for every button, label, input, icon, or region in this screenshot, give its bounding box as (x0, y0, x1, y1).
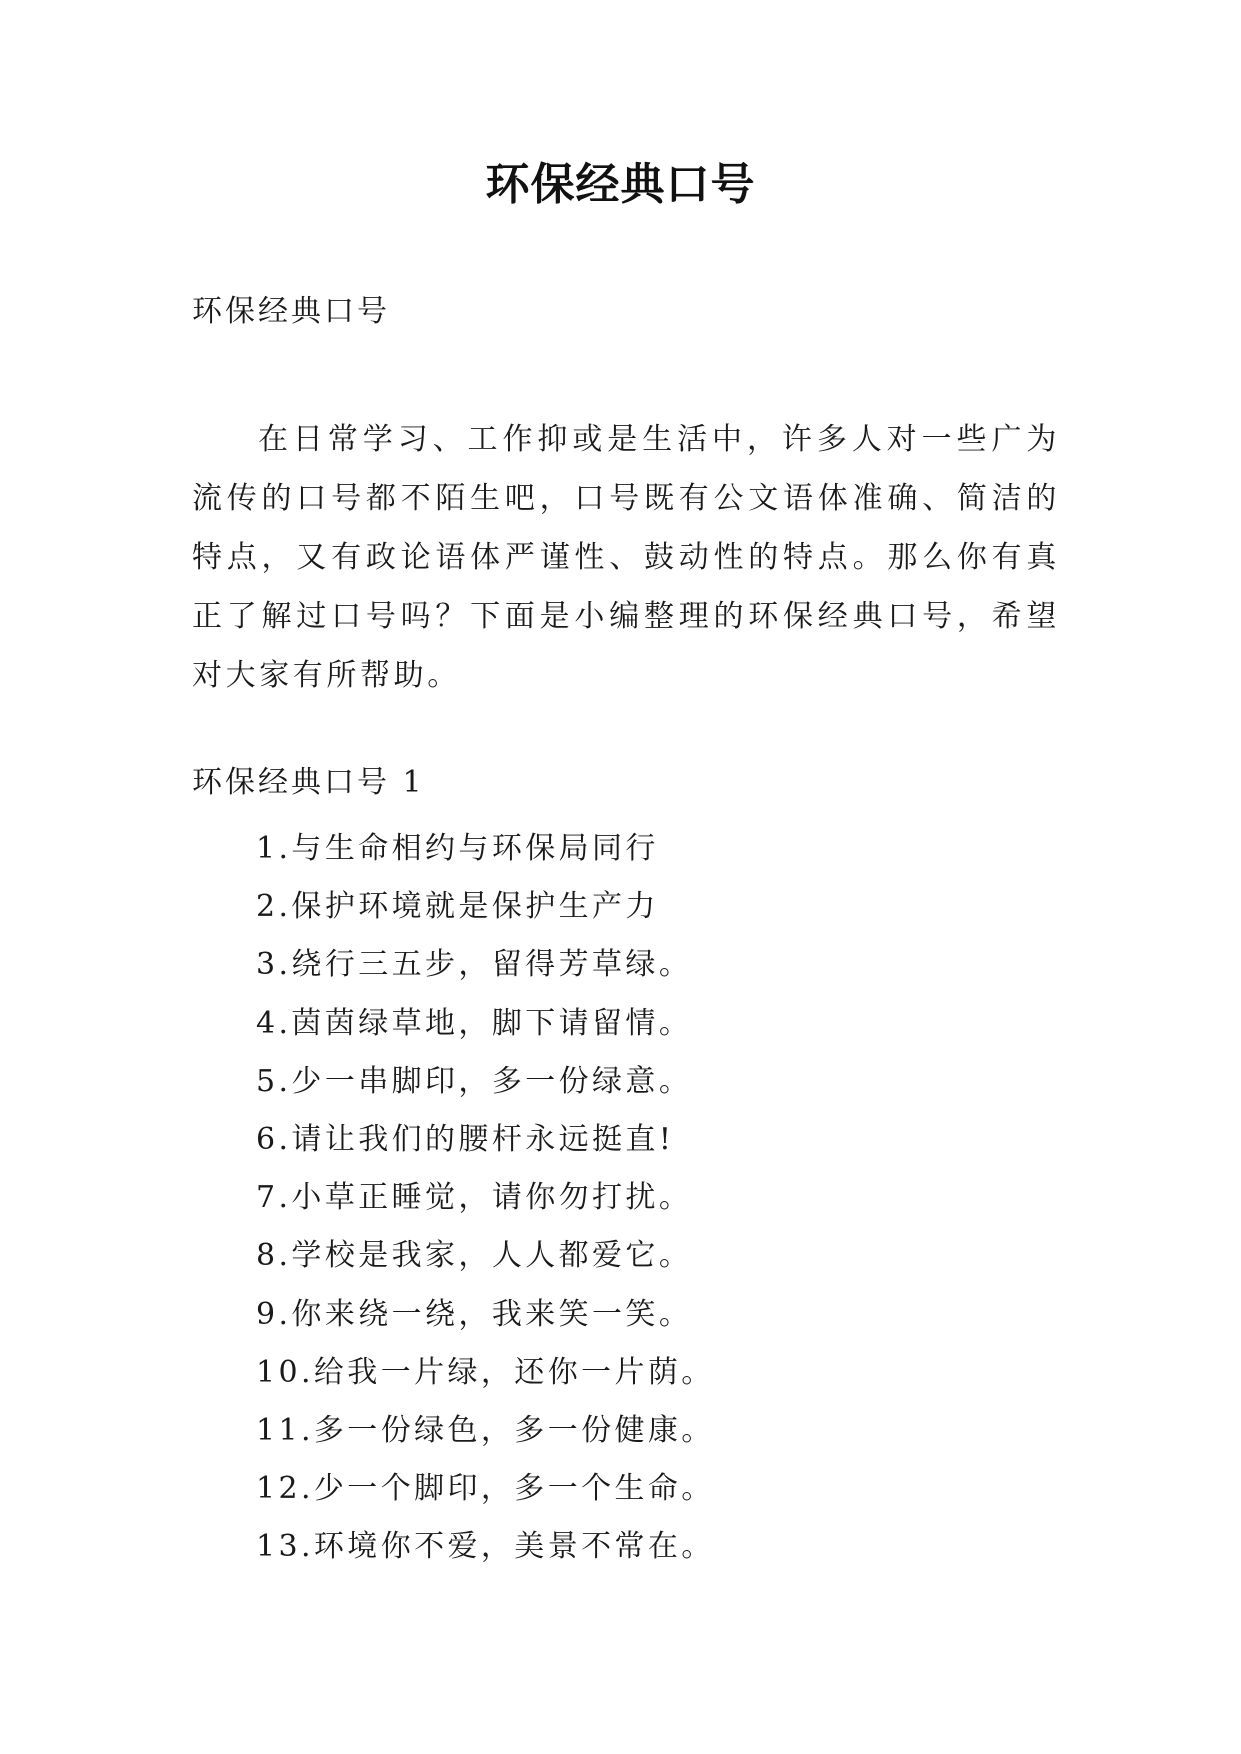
document-subtitle: 环保经典口号 (192, 294, 390, 329)
slogan-item: 6.请让我们的腰杆永远挺直! (256, 1122, 675, 1158)
slogan-item: 5.少一串脚印，多一份绿意。 (256, 1063, 693, 1099)
intro-paragraph: 在日常学习、工作抑或是生活中，许多人对一些广为流传的口号都不陌生吧，口号既有公文语体准确、简洁的特点，又有政论语体严谨性、鼓动性的特点。那么你有真正了解过口号吗？下面是小编整理的环保经典口号，希望对大家有所帮助。 (192, 422, 1060, 693)
slogan-item: 2.保护环境就是保护生产力 (256, 889, 659, 925)
slogan-item: 10.给我一片绿，还你一片荫。 (256, 1354, 715, 1390)
slogan-item: 12.少一个脚印，多一个生命。 (256, 1471, 715, 1507)
slogan-item: 8.学校是我家，人人都爱它。 (256, 1238, 693, 1274)
slogan-list (256, 820, 715, 1577)
slogan-item: 3.绕行三五步，留得芳草绿。 (256, 947, 693, 983)
slogan-item: 11.多一份绿色，多一份健康。 (256, 1413, 715, 1449)
slogan-item: 1.与生命相约与环保局同行 (256, 831, 659, 866)
slogan-item: 4.茵茵绿草地，脚下请留情。 (256, 1005, 693, 1041)
slogan-item: 13.环境你不爱，美景不常在。 (256, 1529, 715, 1565)
slogan-item: 9.你来绕一绕，我来笑一笑。 (256, 1296, 693, 1332)
slogan-item: 7.小草正睡觉，请你勿打扰。 (256, 1180, 693, 1216)
section-heading: 环保经典口号 1 (192, 765, 425, 800)
document-title: 环保经典口号 (485, 159, 756, 210)
